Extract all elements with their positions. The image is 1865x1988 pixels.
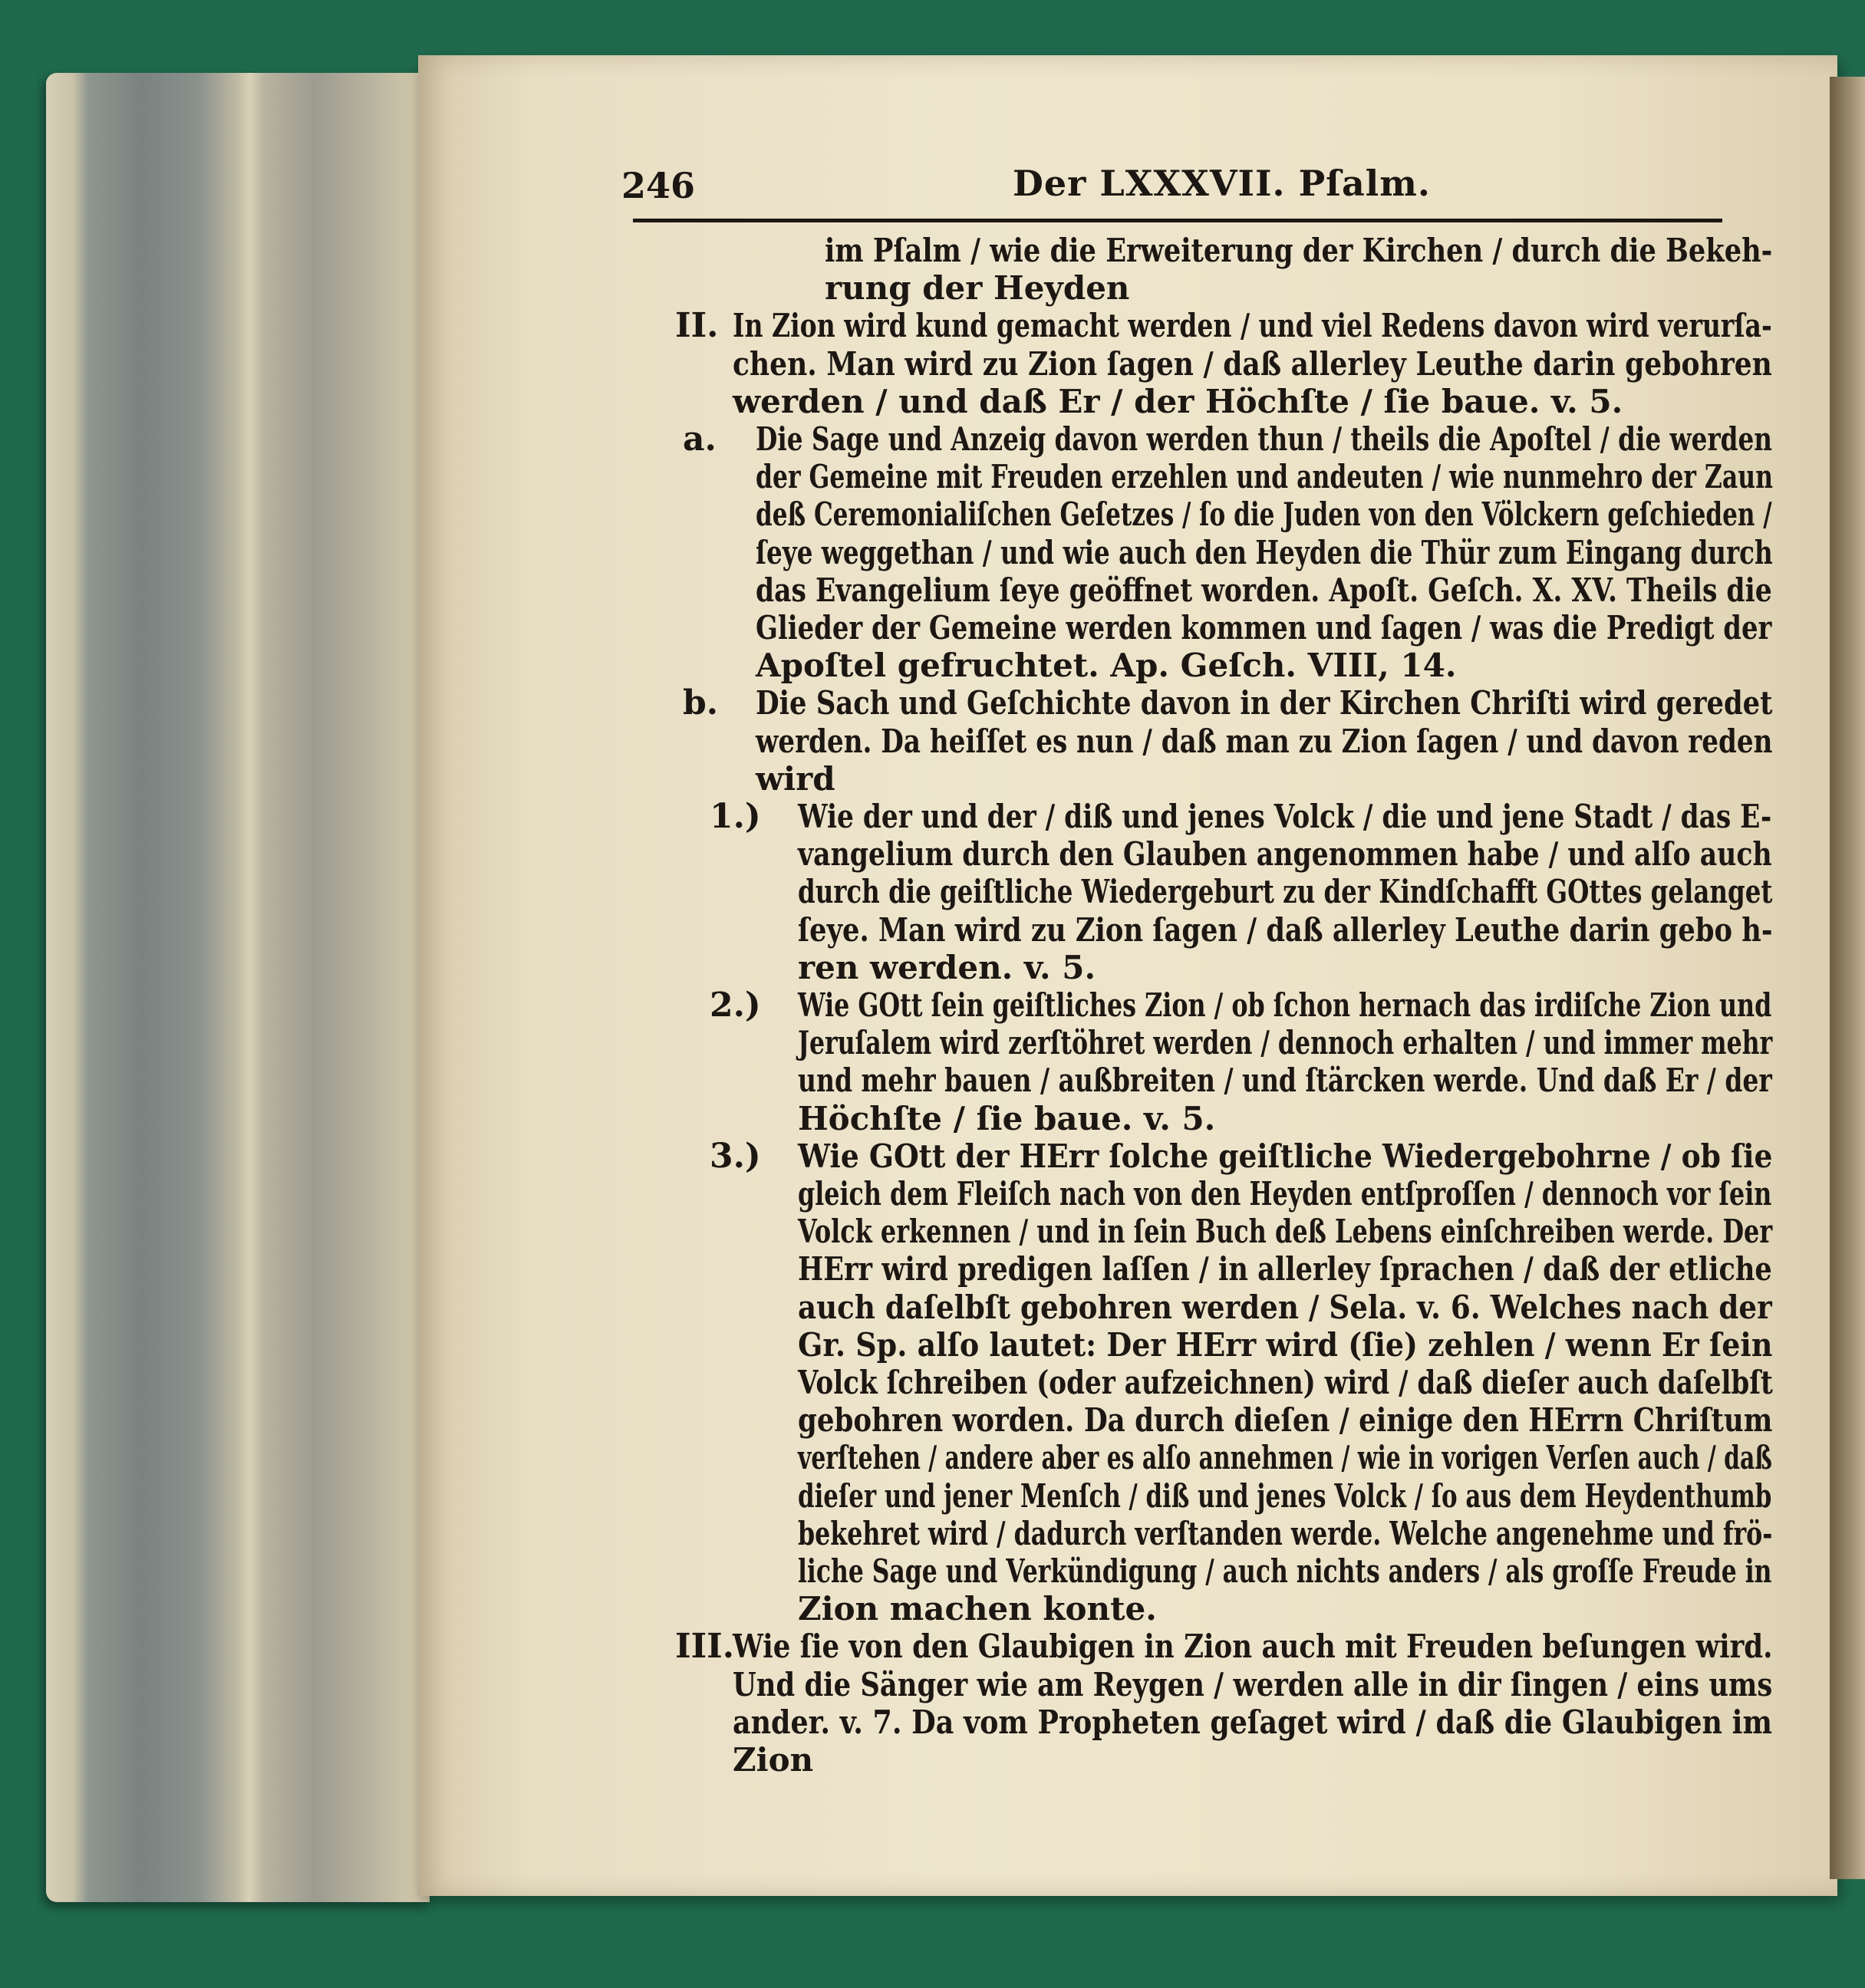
text-line: Zion machen konte. (798, 1590, 1157, 1628)
outline-marker: 3.) (710, 1136, 761, 1176)
outline-marker: II. (675, 306, 719, 346)
text-line: verſtehen / andere aber es alſo annehmen / wie in vorigen Verſen auch / daß (798, 1439, 1772, 1477)
text-line: Volck erkennen / und in ſein Buch deß Lebens einſchreiben werde. Der (798, 1213, 1773, 1251)
text-line: ſeye. Man wird zu Zion ſagen / daß allerley Leuthe darin gebo h- (798, 910, 1773, 949)
text-line: das Evangelium ſeye geöffnet worden. Apoſt. Geſch. X. XV. Theils die (756, 571, 1772, 609)
text-line: chen. Man wird zu Zion ſagen / daß allerley Leuthe darin gebohren (733, 344, 1772, 383)
text-line: werden. Da heiſſet es nun / daß man zu Zion ſagen / und davon reden (756, 722, 1773, 760)
text-line: auch daſelbſt gebohren werden / Sela. v. 6. Welches nach der (798, 1288, 1772, 1326)
outline-marker: 2.) (710, 986, 761, 1025)
text-line: werden / und daß Er / der Höchſte / ſie baue. v. 5. (733, 382, 1623, 420)
text-line: Gr. Sp. alſo lautet: Der HErr wird (ſie) zehlen / wenn Er ſein (798, 1325, 1773, 1364)
text-line: ander. v. 7. Da vom Propheten geſaget wird / daß die Glaubigen im (733, 1703, 1772, 1741)
text-line: In Zion wird kund gemacht werden / und viel Redens davon wird verurſa- (733, 307, 1772, 345)
text-line: wird (756, 759, 835, 798)
text-line: liche Sage und Verkündigung / auch nichts anders / als groſſe Freude in (798, 1552, 1772, 1590)
text-line: deß Ceremonialiſchen Geſetzes / ſo die Juden von den Völckern geſchieden / (756, 495, 1772, 534)
text-line: Wie der und der / diß und jenes Volck / die und jene Stadt / das E- (798, 798, 1772, 835)
text-line: Volck ſchreiben (oder aufzeichnen) wird / daß dieſer auch daſelbſt (798, 1364, 1773, 1401)
text-line: und mehr bauen / außbreiten / und ſtärcken werde. Und daß Er / der (798, 1061, 1772, 1100)
facing-page-edge (1830, 77, 1865, 1879)
outline-marker: b. (683, 683, 719, 723)
text-line: Die Sage und Anzeig davon werden thun / theils die Apoſtel / die werden (756, 420, 1773, 458)
text-line: Und die Sänger wie am Reygen / werden alle in dir ſingen / eins ums (733, 1665, 1773, 1703)
outline-marker: III. (675, 1627, 735, 1667)
text-line: Wie GOtt ſein geiſtliches Zion / ob ſchon hernach das irdiſche Zion und (798, 986, 1772, 1024)
header-rule (633, 219, 1722, 222)
text-line: durch die geiſtliche Wiedergeburt zu der Kindſchafft GOttes gelanget (798, 873, 1773, 911)
text-line: rung der Heyden (825, 269, 1130, 308)
text-line: gleich dem Fleiſch nach von den Heyden entſproſſen / dennoch vor ſein (798, 1175, 1772, 1213)
outline-marker: 1.) (710, 797, 761, 836)
text-line: Glieder der Gemeine werden kommen und ſagen / was die Predigt der (756, 609, 1772, 647)
text-line: Zion (733, 1741, 814, 1779)
text-line: der Gemeine mit Freuden erzehlen und andeuten / wie nunmehro der Zaun (756, 458, 1773, 496)
text-line: gebohren worden. Da durch dieſen / einige den HErrn Chriſtum (798, 1401, 1773, 1440)
text-line: Wie GOtt der HErr ſolche geiſtliche Wiedergebohrne / ob ſie (798, 1137, 1773, 1175)
text-line: ren werden. v. 5. (798, 948, 1096, 986)
text-line: dieſer und jener Menſch / diß und jenes Volck / ſo aus dem Heydenthumb (798, 1476, 1772, 1515)
text-line: Höchſte / ſie baue. v. 5. (798, 1099, 1216, 1137)
text-line: ſeye weggethan / und wie auch den Heyden die Thür zum Eingang durch (756, 533, 1773, 571)
text-line: im Pſalm / wie die Erweiterung der Kirchen / durch die Bekeh- (825, 232, 1773, 269)
text-line: bekehret wird / dadurch verſtanden werde. Welche angenehme und frö- (798, 1514, 1773, 1552)
book-page-edges (46, 73, 430, 1902)
text-line: vangelium durch den Glauben angenommen habe / und alſo auch (798, 835, 1772, 874)
running-head: Der LXXXVII. Pſalm. (1013, 163, 1431, 204)
text-line: Jeruſalem wird zerſtöhret werden / dennoch erhalten / und immer mehr (798, 1024, 1773, 1062)
text-line: Apoſtel gefruchtet. Ap. Geſch. VIII, 14. (756, 647, 1457, 685)
text-line: Die Sach und Geſchichte davon in der Kirchen Chriſti wird geredet (756, 684, 1773, 722)
outline-marker: a. (683, 420, 717, 459)
page-number: 246 (621, 165, 696, 206)
text-line: HErr wird predigen laſſen / in allerley ſprachen / daß der etliche (798, 1250, 1772, 1289)
text-line: Wie ſie von den Glaubigen in Zion auch mit Freuden beſungen wird. (733, 1628, 1773, 1666)
